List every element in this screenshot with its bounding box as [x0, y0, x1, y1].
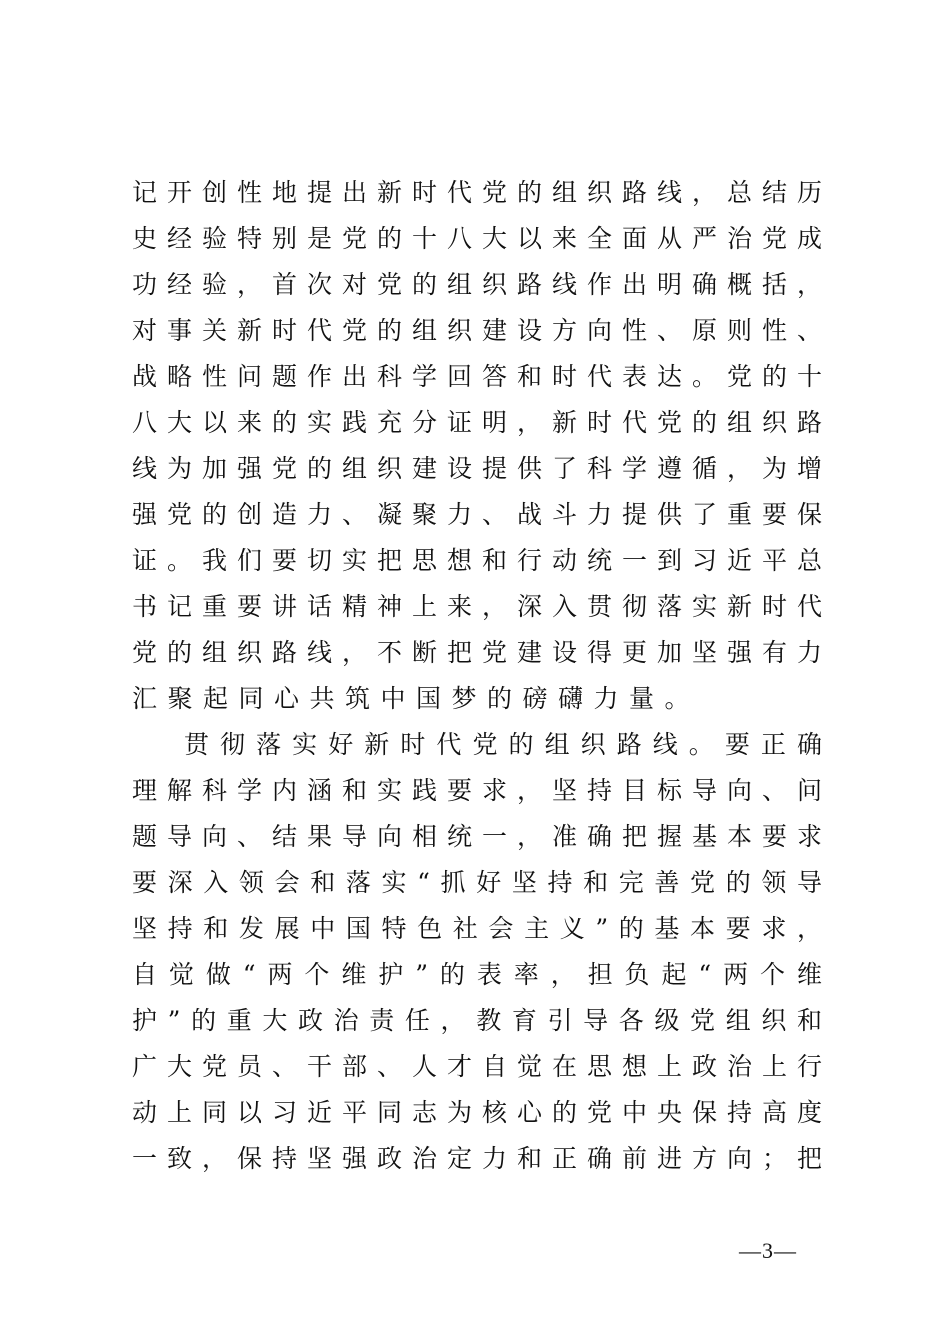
text-line: 线为加强党的组织建设提供了科学遵循，为增	[132, 454, 822, 483]
text-line: 八大以来的实践充分证明，新时代党的组织路	[132, 408, 822, 437]
text-line: 动上同以习近平同志为核心的党中央保持高度	[132, 1098, 822, 1127]
page-number: —3—	[739, 1238, 797, 1263]
paragraph-start-line: 贯彻落实好新时代党的组织路线。要正确	[184, 730, 822, 759]
text-line: 题导向、结果导向相统一，准确把握基本要求	[132, 822, 822, 851]
text-line: 党的组织路线，不断把党建设得更加坚强有力	[132, 638, 822, 667]
paragraph-end-line: 汇聚起同心共筑中国梦的磅礴力量。	[132, 684, 701, 713]
text-line: 对事关新时代党的组织建设方向性、原则性、	[132, 316, 822, 345]
text-line: 广大党员、干部、人才自觉在思想上政治上行	[132, 1052, 822, 1081]
text-line: 理解科学内涵和实践要求，坚持目标导向、问	[132, 776, 822, 805]
text-line: 功经验，首次对党的组织路线作出明确概括，	[132, 270, 822, 299]
text-line: 护”的重大政治责任，教育引导各级党组织和	[132, 1006, 822, 1035]
text-line: 强党的创造力、凝聚力、战斗力提供了重要保	[132, 500, 822, 529]
document-body	[132, 170, 822, 1182]
text-line: 要深入领会和落实“抓好坚持和完善党的领导	[132, 868, 822, 897]
text-line: 记开创性地提出新时代党的组织路线，总结历	[132, 178, 822, 207]
text-line: 史经验特别是党的十八大以来全面从严治党成	[132, 224, 822, 253]
text-line: 一致，保持坚强政治定力和正确前进方向；把	[132, 1144, 822, 1173]
text-line: 战略性问题作出科学回答和时代表达。党的十	[132, 362, 822, 391]
text-line: 证。我们要切实把思想和行动统一到习近平总	[132, 546, 822, 575]
text-line: 坚持和发展中国特色社会主义”的基本要求，	[132, 914, 822, 943]
text-line: 书记重要讲话精神上来，深入贯彻落实新时代	[132, 592, 822, 621]
text-line: 自觉做“两个维护”的表率，担负起“两个维	[132, 960, 822, 989]
